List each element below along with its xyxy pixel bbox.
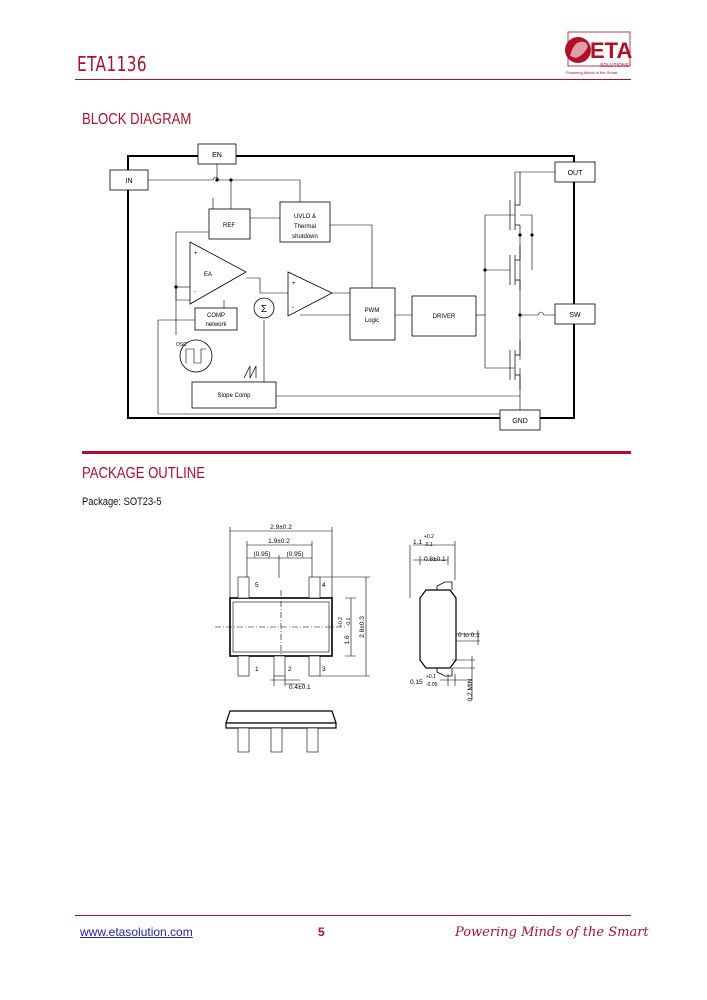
svg-text:UVLO &: UVLO & <box>293 214 317 220</box>
en-label: EN <box>212 152 222 159</box>
svg-text:-0.05: -0.05 <box>426 682 438 688</box>
pwm-comparator <box>288 272 332 316</box>
in-label: IN <box>125 178 133 185</box>
footer-rule <box>75 915 631 916</box>
footer-slogan: Powering Minds of the Smart <box>455 925 649 940</box>
svg-text:+0.1: +0.1 <box>426 674 436 680</box>
package-drawing <box>205 515 495 765</box>
svg-text:-0.1: -0.1 <box>424 542 433 548</box>
svg-text:1: 1 <box>255 666 259 673</box>
svg-text:0.15: 0.15 <box>410 679 423 686</box>
svg-text:COMP: COMP <box>207 313 225 319</box>
header-rule <box>75 79 631 80</box>
logo-sub: SOLUTIONS <box>600 63 629 69</box>
svg-text:(0.95): (0.95) <box>286 551 304 558</box>
svg-text:1.1: 1.1 <box>413 539 423 546</box>
ref-label: REF <box>223 223 235 229</box>
sw-label: SW <box>569 312 581 319</box>
svg-text:Σ: Σ <box>260 304 268 315</box>
svg-text:0.8±0.1: 0.8±0.1 <box>424 556 446 563</box>
svg-text:DRIVER: DRIVER <box>432 314 456 320</box>
logo-tagline: Powering Minds of the Smart <box>566 70 618 75</box>
svg-text:+: + <box>194 251 198 257</box>
svg-text:2: 2 <box>288 666 292 673</box>
svg-text:1.6: 1.6 <box>344 635 351 645</box>
svg-text:+0.2: +0.2 <box>338 617 344 627</box>
svg-text:shutdown: shutdown <box>292 234 318 240</box>
svg-text:Thermal: Thermal <box>293 224 317 230</box>
svg-text:4: 4 <box>322 582 326 589</box>
svg-text:-0.1: -0.1 <box>346 617 352 627</box>
svg-text:3: 3 <box>322 666 326 673</box>
svg-text:-: - <box>194 289 196 295</box>
package-outline-title: PACKAGE OUTLINE <box>82 465 205 482</box>
svg-text:EA: EA <box>203 272 213 278</box>
footer-website-link[interactable]: www.etasolution.com <box>80 925 193 939</box>
svg-text:+0.2: +0.2 <box>424 534 434 540</box>
eta-logo <box>560 30 635 80</box>
part-number: ETA1136 <box>77 52 148 76</box>
svg-text:1.9±0.2: 1.9±0.2 <box>268 538 290 545</box>
svg-text:PWM: PWM <box>364 308 380 314</box>
logo-text: ETA <box>590 38 633 63</box>
svg-text:+: + <box>292 281 296 287</box>
pwm-logic <box>350 288 395 340</box>
out-label: OUT <box>567 170 583 177</box>
svg-text:network: network <box>205 322 227 328</box>
gnd-label: GND <box>512 418 528 425</box>
section-divider <box>82 451 631 454</box>
svg-text:2.9±0.2: 2.9±0.2 <box>270 524 292 531</box>
page-number: 5 <box>318 925 325 939</box>
package-label: Package: SOT23-5 <box>82 496 162 508</box>
block-diagram <box>105 140 605 435</box>
svg-text:0 to 0.1: 0 to 0.1 <box>458 632 480 639</box>
svg-text:-: - <box>292 305 294 311</box>
svg-text:Logic: Logic <box>364 318 380 324</box>
svg-text:5: 5 <box>255 582 259 589</box>
svg-text:Slope Comp: Slope Comp <box>217 393 251 399</box>
svg-text:0.4±0.1: 0.4±0.1 <box>289 684 311 691</box>
svg-text:2.8±0.3: 2.8±0.3 <box>359 616 366 638</box>
svg-text:OSC: OSC <box>176 342 187 348</box>
svg-text:(0.95): (0.95) <box>253 551 271 558</box>
svg-text:0.2 MIN: 0.2 MIN <box>467 678 474 702</box>
ea-amp <box>190 242 246 304</box>
block-diagram-title: BLOCK DIAGRAM <box>82 111 192 128</box>
